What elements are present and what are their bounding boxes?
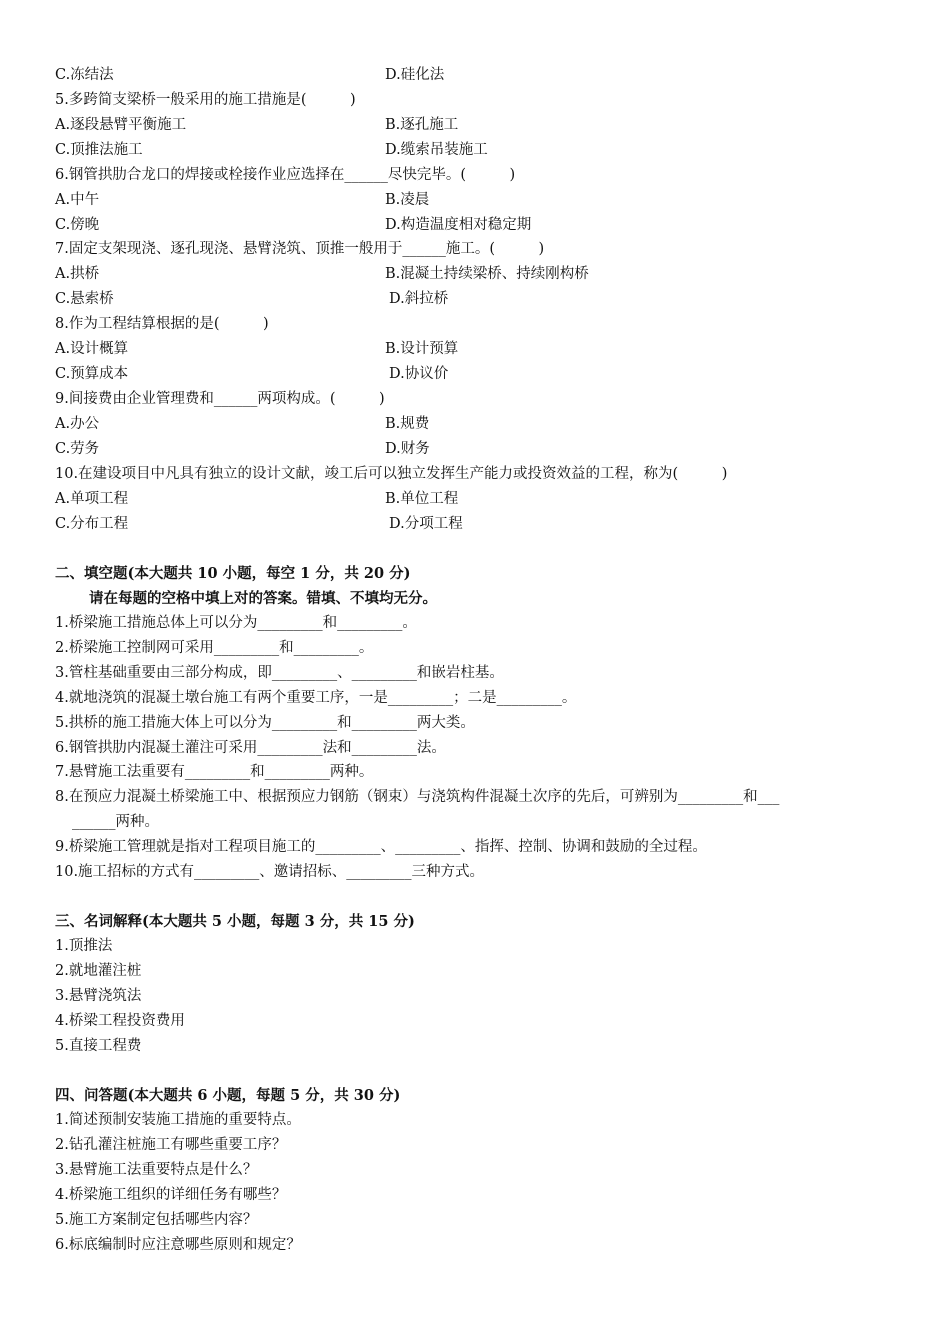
mc-option: D.财务 xyxy=(385,441,430,457)
term-item: 3.悬臂浇筑法 xyxy=(55,988,142,1004)
mc-option: D.构造温度相对稳定期 xyxy=(385,217,532,233)
question-item: 1.简述预制安装施工措施的重要特点。 xyxy=(55,1112,301,1128)
fill-blank-item: 4.就地浇筑的混凝土墩台施工有两个重要工序，一是_________；二是_________。 xyxy=(55,690,577,706)
mc-option: C.分布工程 xyxy=(55,516,129,532)
mc-question: 5.多跨简支梁桥一般采用的施工措施是( ) xyxy=(55,92,356,108)
term-item: 1.顶推法 xyxy=(55,938,113,954)
mc-option: D.斜拉桥 xyxy=(389,291,449,307)
mc-option: C.傍晚 xyxy=(55,217,100,233)
mc-option: B.单位工程 xyxy=(385,491,459,507)
fill-blank-item: 3.管柱基础重要由三部分构成，即_________、_________和嵌岩柱基。 xyxy=(55,665,504,681)
question-item: 4.桥梁施工组织的详细任务有哪些？ xyxy=(55,1187,287,1203)
fill-blank-item-continuation: ______两种。 xyxy=(72,814,159,830)
mc-option: A.设计概算 xyxy=(55,341,129,357)
fill-blank-item: 9.桥梁施工管理就是指对工程项目施工的_________、_________、指挥、控制、协调和鼓励的全过程。 xyxy=(55,839,707,855)
mc-option: D.分项工程 xyxy=(389,516,463,532)
fill-blank-item: 7.悬臂施工法重要有_________和_________两种。 xyxy=(55,764,374,780)
mc-question: 7.固定支架现浇、逐孔现浇、悬臂浇筑、顶推一般用于______施工。( ) xyxy=(55,241,545,257)
fill-blank-item: 8.在预应力混凝土桥梁施工中、根据预应力钢筋（钢束）与浇筑构件混凝土次序的先后，可辨别为_________和___ xyxy=(55,789,780,805)
mc-question: 10.在建设项目中凡具有独立的设计文献，竣工后可以独立发挥生产能力或投资效益的工程，称为( ) xyxy=(55,466,728,482)
mc-option: B.凌晨 xyxy=(385,192,430,208)
mc-option: C.顶推法施工 xyxy=(55,142,143,158)
mc-option: B.设计预算 xyxy=(385,341,459,357)
section-heading-fill-blank: 二、填空题(本大题共 10 小题，每空 1 分，共 20 分) xyxy=(55,565,411,582)
fill-blank-item: 10.施工招标的方式有_________、邀请招标、_________三种方式。 xyxy=(55,864,485,880)
section-heading-term-definition: 三、名词解释(本大题共 5 小题，每题 3 分，共 15 分) xyxy=(55,913,415,930)
fill-blank-item: 5.拱桥的施工措施大体上可以分为_________和_________两大类。 xyxy=(55,715,475,731)
term-item: 2.就地灌注桩 xyxy=(55,963,142,979)
mc-option: C.预算成本 xyxy=(55,366,129,382)
mc-question: 9.间接费由企业管理费和______两项构成。( ) xyxy=(55,391,385,407)
mc-option: C.劳务 xyxy=(55,441,100,457)
question-item: 3.悬臂施工法重要特点是什么？ xyxy=(55,1162,258,1178)
mc-option: A.中午 xyxy=(55,192,100,208)
mc-option: D.硅化法 xyxy=(385,67,445,83)
mc-option: A.逐段悬臂平衡施工 xyxy=(55,117,187,133)
fill-blank-item: 6.钢管拱肋内混凝土灌注可采用_________法和_________法。 xyxy=(55,740,446,756)
mc-option: A.办公 xyxy=(55,416,100,432)
mc-option: B.规费 xyxy=(385,416,430,432)
question-item: 2.钻孔灌注桩施工有哪些重要工序？ xyxy=(55,1137,287,1153)
term-item: 5.直接工程费 xyxy=(55,1038,142,1054)
mc-option: D.协议价 xyxy=(389,366,449,382)
mc-option: D.缆索吊装施工 xyxy=(385,142,488,158)
section-instruction: 请在每题的空格中填上对的答案。错填、不填均无分。 xyxy=(89,590,437,607)
mc-option: C.冻结法 xyxy=(55,67,114,83)
question-item: 5.施工方案制定包括哪些内容？ xyxy=(55,1212,258,1228)
mc-option: A.拱桥 xyxy=(55,266,100,282)
question-item: 6.标底编制时应注意哪些原则和规定？ xyxy=(55,1237,301,1253)
mc-option: B.逐孔施工 xyxy=(385,117,459,133)
mc-option: C.悬索桥 xyxy=(55,291,114,307)
mc-question: 8.作为工程结算根据的是( ) xyxy=(55,316,269,332)
mc-question: 6.钢管拱肋合龙口的焊接或栓接作业应选择在______尽快完毕。( ) xyxy=(55,167,516,183)
mc-option: B.混凝土持续梁桥、持续刚构桥 xyxy=(385,266,589,282)
fill-blank-item: 1.桥梁施工措施总体上可以分为_________和_________。 xyxy=(55,615,417,631)
fill-blank-item: 2.桥梁施工控制网可采用_________和_________。 xyxy=(55,640,374,656)
mc-option: A.单项工程 xyxy=(55,491,129,507)
section-heading-short-answer: 四、问答题(本大题共 6 小题，每题 5 分，共 30 分) xyxy=(55,1087,401,1104)
term-item: 4.桥梁工程投资费用 xyxy=(55,1013,185,1029)
